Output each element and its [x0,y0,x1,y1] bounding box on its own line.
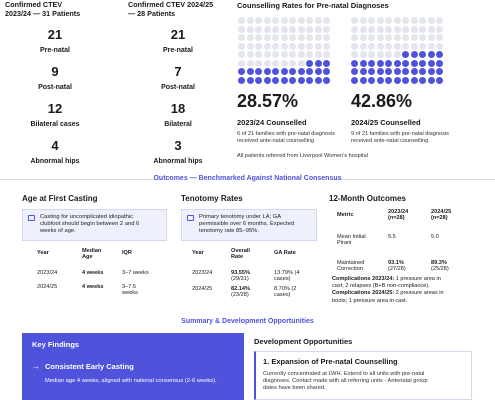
counselling-dot [238,68,245,75]
counselling-dot [360,26,367,33]
counselling-dot [272,60,279,67]
counselling-dot [360,51,367,58]
counselling-dot [315,17,322,24]
counselling-dot [315,34,322,41]
counselling-percent-2023: 28.57% [237,91,299,111]
counselling-dot [281,68,288,75]
counselling-dot [281,60,288,67]
counselling-dot [306,77,313,84]
counselling-dot [323,43,330,50]
counselling-dot [436,68,443,75]
counselling-dot [264,43,271,50]
counselling-dot [238,43,245,50]
stat-value: 3 [174,138,182,153]
counselling-dot [281,17,288,24]
counselling-dot [428,26,435,33]
counselling-dot [351,68,358,75]
counselling-desc-2024: 9 of 21 families with pre-natal diagnosis received ante-natal counselling [351,131,449,144]
table-row: Mean Initial Pirani 5.5 5.0 [337,234,439,246]
counselling-dot [368,17,375,24]
counselling-dot [264,77,271,84]
counselling-dot [411,68,418,75]
counselling-dot [323,34,330,41]
counselling-dot [238,34,245,41]
counselling-dot [419,68,426,75]
counselling-dot [368,77,375,84]
counselling-dot [377,26,384,33]
counselling-dot [298,77,305,84]
finding-text: Median age 4 weeks, aligned with national consensus (2-6 weeks). [45,378,217,384]
stat-value: 18 [170,101,186,116]
counselling-dot [402,43,409,50]
stats-2023-column [5,0,105,166]
opportunity-text: Currently concentrated at LWH. Extend to all units with pre-natal diagnoses. Contact made with all referring units - Antenatal group dates have been shared. [263,371,428,391]
counselling-dot [402,77,409,84]
key-findings-panel [22,333,244,400]
counselling-dot [247,68,254,75]
stats-2024-header: Confirmed CTEV 2024/25 — 28 Patients [128,0,214,18]
counselling-dot [281,51,288,58]
counselling-dot [323,51,330,58]
counselling-dot [264,26,271,33]
counselling-dot [264,17,271,24]
counselling-dot [238,51,245,58]
stat-label: Bilateral [164,121,192,128]
counselling-dot [368,68,375,75]
opportunity-title: 1. Expansion of Pre-natal Counselling [263,357,398,366]
counselling-dot [247,17,254,24]
counselling-dot [255,26,262,33]
counselling-dot [323,60,330,67]
counselling-dot [306,17,313,24]
counselling-dot [428,77,435,84]
counselling-dot [428,68,435,75]
counselling-dot [272,51,279,58]
counselling-dot [247,26,254,33]
counselling-dot [298,60,305,67]
counselling-dot [247,60,254,67]
counselling-dot [411,34,418,41]
stats-2023-header: Confirmed CTEV 2023/24 — 31 Patients [5,0,81,18]
counselling-dot [255,51,262,58]
tenotomy-title: Tenotomy Rates [181,194,243,203]
stat-value: 21 [170,27,186,42]
info-icon [28,215,35,221]
finding-item: → Consistent Early Casting [32,362,134,371]
counselling-title: Counselling Rates for Pre-natal Diagnoses [237,1,389,10]
counselling-percent-2024: 42.86% [351,91,413,111]
counselling-dot [377,77,384,84]
counselling-dot [419,34,426,41]
counselling-dot [306,68,313,75]
stats-2024-column [128,0,228,166]
counselling-dot [436,17,443,24]
counselling-dot [394,68,401,75]
counselling-dot [377,34,384,41]
counselling-dot [368,34,375,41]
counselling-dot [436,34,443,41]
counselling-dot [255,43,262,50]
counselling-dot [315,77,322,84]
counselling-dot [272,77,279,84]
counselling-dot [368,26,375,33]
counselling-dot [436,77,443,84]
counselling-dot [247,43,254,50]
counselling-dot [428,17,435,24]
counselling-dot [385,43,392,50]
arrow-right-icon: → [32,362,40,371]
counselling-dot [402,17,409,24]
counselling-dot [306,43,313,50]
counselling-dot [394,77,401,84]
counselling-dot [385,34,392,41]
counselling-dot [394,34,401,41]
counselling-dot [298,51,305,58]
counselling-dot [238,77,245,84]
counselling-dot [360,68,367,75]
counselling-dot [436,60,443,67]
counselling-dot [298,26,305,33]
counselling-dot [264,60,271,67]
counselling-dot [323,26,330,33]
counselling-dot [360,77,367,84]
stat-label: Post-natal [38,84,72,91]
counselling-dot [428,60,435,67]
counselling-dot [255,68,262,75]
stat-label: Post-natal [161,84,195,91]
stat-label: Abnormal hips [30,158,80,165]
counselling-dot [394,51,401,58]
stat-label: Pre-natal [163,47,193,54]
counselling-dot [368,60,375,67]
table-row: 2024/25 4 weeks 3–7.5 weeks [37,284,138,296]
counselling-dot [255,60,262,67]
counselling-dot [238,26,245,33]
counselling-dot [272,26,279,33]
counselling-dot [377,43,384,50]
counselling-dot [402,34,409,41]
opportunity-card [254,351,472,400]
counselling-dot [255,34,262,41]
counselling-dot-grid-2023 [238,17,330,84]
counselling-dot [411,51,418,58]
counselling-dot [360,43,367,50]
counselling-dot [238,17,245,24]
counselling-dot [247,34,254,41]
stat-value: 4 [51,138,59,153]
counselling-dot [428,51,435,58]
counselling-dot [360,60,367,67]
counselling-dot [351,51,358,58]
counselling-dot [377,60,384,67]
counselling-dot [306,51,313,58]
counselling-dot [323,17,330,24]
counselling-dot [289,43,296,50]
counselling-dot [411,17,418,24]
counselling-dot [377,68,384,75]
counselling-dot [315,68,322,75]
counselling-dot [351,77,358,84]
counselling-dot [281,26,288,33]
counselling-dot [419,26,426,33]
counselling-dot [306,60,313,67]
counselling-dot [272,34,279,41]
counselling-dot [368,51,375,58]
counselling-dot [289,17,296,24]
stat-label: Bilateral cases [30,121,80,128]
table-header-row: Year Overall Rate GA Rate [192,248,296,260]
counselling-desc-2023: 6 of 21 families with pre-natal diagnosis received ante-natal counselling [237,131,335,144]
stat-label: Abnormal hips [153,158,203,165]
table-row: 2023/24 4 weeks 3–7 weeks [37,270,149,276]
counselling-dot [289,34,296,41]
counselling-dot [360,34,367,41]
counselling-dot [351,17,358,24]
counselling-dot [247,51,254,58]
counselling-dot [411,77,418,84]
counselling-dot [351,60,358,67]
counselling-dot [419,43,426,50]
counselling-dot [272,17,279,24]
table-header-row: Year Median Age IQR [37,248,132,260]
counselling-dot [428,43,435,50]
stat-value: 21 [47,27,63,42]
complications-text: Complications 2023/24: 1 pressure area in cast; 2 relapses (B+B non-compliance). Complications 2024/25: 2 pressure areas in boots; 1 pressure area in cast. [332,276,444,304]
counselling-footnote: All patients referred from Liverpool Women's hospital [237,153,368,159]
counselling-dot [315,51,322,58]
counselling-dot [377,17,384,24]
counselling-dot [351,34,358,41]
counselling-dot [306,34,313,41]
counselling-dot-grid-2024 [351,17,443,84]
tenotomy-table [192,248,322,298]
twelve-month-title: 12-Month Outcomes [329,194,406,203]
counselling-dot [315,60,322,67]
stat-value: 12 [47,101,63,116]
counselling-dot [289,60,296,67]
counselling-dot [411,26,418,33]
counselling-dot [377,51,384,58]
stat-label: Pre-natal [40,47,70,54]
counselling-dot [247,77,254,84]
counselling-dot [394,26,401,33]
counselling-dot [385,60,392,67]
counselling-dot [419,60,426,67]
counselling-dot [306,26,313,33]
counselling-dot [385,77,392,84]
counselling-dot [385,51,392,58]
counselling-dot [298,68,305,75]
counselling-dot [419,51,426,58]
counselling-dot [360,17,367,24]
counselling-dot [289,77,296,84]
counselling-dot [436,43,443,50]
stat-value: 7 [174,64,182,79]
counselling-dot [385,17,392,24]
counselling-dot [428,34,435,41]
counselling-dot [323,77,330,84]
counselling-dot [368,43,375,50]
counselling-dot [289,51,296,58]
counselling-dot [315,26,322,33]
counselling-dot [402,26,409,33]
counselling-dot [255,17,262,24]
counselling-dot [351,43,358,50]
counselling-dot [402,51,409,58]
counselling-label-2023: 2023/24 Counselled [237,118,307,127]
stat-value: 9 [51,64,59,79]
counselling-dot [281,34,288,41]
counselling-dot [394,43,401,50]
development-opportunities-title: Development Opportunities [254,337,353,346]
twelve-month-table [332,209,474,272]
age-casting-note: Casting for uncomplicated idiopathic clubfoot should begin between 2 and 6 weeks of age. [22,209,167,241]
counselling-label-2024: 2024/25 Counselled [351,118,421,127]
counselling-dot [272,43,279,50]
counselling-dot [411,60,418,67]
counselling-dot [315,43,322,50]
table-header-row: Metric 2023/24 (n=28) 2024/25 (n=28) [337,209,452,221]
table-row: 2023/24 93.55% (29/31) 13.79% (4 cases) [192,270,300,282]
age-casting-title: Age at First Casting [22,194,98,203]
info-icon [187,215,194,221]
outcomes-section-title: Outcomes — Benchmarked Against National Consensus [153,175,342,182]
counselling-dot [281,43,288,50]
summary-section-title: Summary & Development Opportunities [181,318,314,325]
counselling-dot [436,51,443,58]
counselling-dot [289,68,296,75]
table-row: Maintained Correction 93.1% (27/28) 89.3% (25/28) [337,260,449,272]
counselling-dot [264,51,271,58]
counselling-dot [385,26,392,33]
counselling-dot [323,68,330,75]
counselling-dot [402,68,409,75]
counselling-dot [298,17,305,24]
counselling-dot [281,77,288,84]
counselling-dot [394,60,401,67]
key-findings-title: Key Findings [32,340,80,349]
counselling-dot [272,68,279,75]
counselling-dot [289,26,296,33]
counselling-dot [394,17,401,24]
counselling-dot [419,17,426,24]
counselling-dot [264,34,271,41]
counselling-dot [238,60,245,67]
counselling-dot [351,26,358,33]
counselling-dot [298,43,305,50]
counselling-dot [385,68,392,75]
counselling-dot [298,34,305,41]
table-row: 2024/25 82.14% (23/28) 8.70% (2 cases) [192,286,297,298]
counselling-dot [264,68,271,75]
tenotomy-note: Primary tenotomy under LA; GA permissible over 6 months. Expected tenotomy rate 85–95%. [181,209,317,241]
counselling-dot [436,26,443,33]
counselling-dot [419,77,426,84]
age-casting-table [37,248,167,296]
counselling-dot [402,60,409,67]
counselling-dot [255,77,262,84]
counselling-dot [411,43,418,50]
